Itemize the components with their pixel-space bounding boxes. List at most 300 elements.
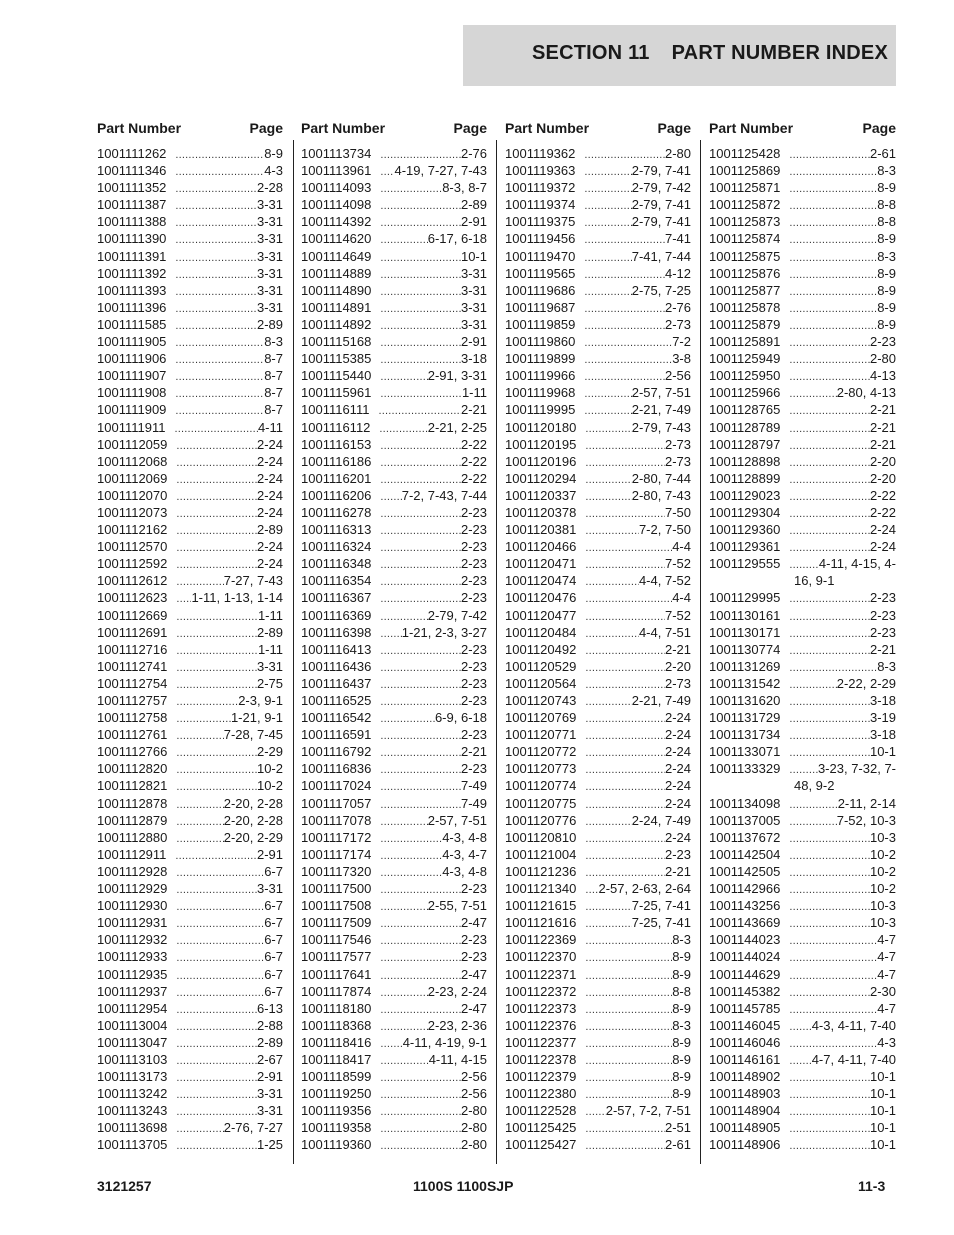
dot-leader xyxy=(380,335,461,352)
index-entry xyxy=(505,897,691,914)
dot-leader xyxy=(175,284,257,301)
dot-leader xyxy=(176,968,264,985)
page-reference: 4-4 xyxy=(672,539,691,555)
index-entry xyxy=(301,709,487,726)
part-number: 1001121236 xyxy=(505,863,577,879)
dot-leader xyxy=(176,506,257,523)
index-entry xyxy=(505,760,691,777)
dot-leader xyxy=(789,848,870,865)
index-entry xyxy=(709,709,896,726)
part-number: 1001122373 xyxy=(505,1000,577,1016)
part-number: 1001129361 xyxy=(709,539,781,555)
dot-leader xyxy=(176,950,264,967)
page-reference: 2-75, 7-25 xyxy=(631,282,691,298)
dot-leader xyxy=(380,626,401,643)
dot-leader xyxy=(380,232,427,249)
dot-leader xyxy=(789,626,870,643)
part-number: 1001119968 xyxy=(505,385,576,401)
dot-leader xyxy=(176,540,257,557)
page-reference: 2-21 xyxy=(664,641,691,657)
page-reference: 2-91 xyxy=(256,846,283,862)
page-reference: 4-19, 7-27, 7-43 xyxy=(394,163,487,179)
part-number: 1001125876 xyxy=(709,265,781,281)
page-reference: 4-7 xyxy=(877,1000,896,1016)
part-number: 1001128765 xyxy=(709,402,781,418)
dot-leader xyxy=(585,1036,672,1053)
page-reference: 2-76 xyxy=(460,146,487,161)
part-number: 1001125427 xyxy=(505,1137,577,1153)
dot-leader xyxy=(789,933,877,950)
page-reference: 2-23 xyxy=(460,504,487,520)
index-entry xyxy=(97,983,283,1000)
dot-leader xyxy=(380,574,461,591)
part-number: 1001119374 xyxy=(505,197,576,213)
footer-doc-number: 3121257 xyxy=(97,1178,152,1194)
page-reference: 10-1 xyxy=(869,1086,896,1102)
part-number: 1001120381 xyxy=(505,522,577,538)
index-entry xyxy=(301,846,487,863)
part-number: 1001111346 xyxy=(97,163,167,179)
footer-model: 1100S 1100SJP xyxy=(413,1178,514,1194)
part-number: 1001116836 xyxy=(301,761,372,777)
part-number: 1001125891 xyxy=(709,334,781,350)
part-number: 1001125949 xyxy=(709,351,781,367)
part-number: 1001120476 xyxy=(505,590,577,606)
part-number: 1001116398 xyxy=(301,624,372,640)
dot-leader xyxy=(175,386,264,403)
dot-leader xyxy=(789,147,870,164)
column-header-part-number: Part Number xyxy=(505,120,590,136)
index-entry xyxy=(97,521,283,538)
dot-leader xyxy=(380,1036,402,1053)
dot-leader xyxy=(789,284,877,301)
index-entry xyxy=(505,248,691,265)
index-entry xyxy=(505,607,691,624)
page-reference: 3-31 xyxy=(460,299,487,315)
page-reference: 2-23 xyxy=(460,590,487,606)
part-number: 1001125871 xyxy=(709,180,781,196)
part-number: 1001116413 xyxy=(301,641,372,657)
page-reference: 2-24 xyxy=(664,710,691,726)
index-entry xyxy=(97,1017,283,1034)
page-reference: 2-22 xyxy=(460,470,487,486)
page-reference: 2-23 xyxy=(460,932,487,948)
part-number: 1001122378 xyxy=(505,1051,577,1067)
page-reference: 2-79, 7-42 xyxy=(631,180,691,196)
dot-leader xyxy=(789,318,877,335)
part-number: 1001116436 xyxy=(301,658,372,674)
page-reference: 4-7, 4-11, 7-40 xyxy=(811,1051,896,1067)
column-divider xyxy=(293,140,294,1164)
page-reference: 7-41, 7-44 xyxy=(631,248,691,264)
part-number: 1001116112 xyxy=(301,419,371,435)
part-number: 1001114098 xyxy=(301,197,372,213)
index-entry xyxy=(709,538,896,555)
dot-leader xyxy=(584,284,631,301)
page-reference: 8-9 xyxy=(672,1034,691,1050)
part-number: 1001119456 xyxy=(505,231,576,247)
page-reference: 2-24 xyxy=(664,727,691,743)
page-reference: 2-79, 7-42 xyxy=(427,607,487,623)
page-reference: 4-7 xyxy=(877,966,896,982)
part-number: 1001125872 xyxy=(709,197,781,213)
index-entry xyxy=(709,521,896,538)
index-entry xyxy=(709,1102,896,1119)
page-reference: 2-21 xyxy=(460,744,487,760)
dot-leader xyxy=(380,745,461,762)
index-entry xyxy=(709,624,896,641)
dot-leader xyxy=(176,1036,257,1053)
index-entry xyxy=(301,1034,487,1051)
dot-leader xyxy=(789,1019,811,1036)
dot-leader xyxy=(176,660,257,677)
dot-leader xyxy=(789,232,877,249)
page-reference: 2-21, 2-25 xyxy=(427,419,487,435)
part-number: 1001117078 xyxy=(301,812,372,828)
index-entry xyxy=(505,1017,691,1034)
page-reference: 8-9 xyxy=(672,1051,691,1067)
dot-leader xyxy=(380,318,461,335)
dot-leader xyxy=(175,335,264,352)
dot-leader xyxy=(176,523,257,540)
index-entry xyxy=(97,658,283,675)
index-entry xyxy=(301,316,487,333)
page-reference: 6-7 xyxy=(264,932,283,948)
part-number: 1001120775 xyxy=(505,795,577,811)
page-reference: 10-1 xyxy=(869,744,896,760)
dot-leader xyxy=(380,198,461,215)
part-number: 1001137672 xyxy=(709,829,781,845)
part-number: 1001128789 xyxy=(709,419,781,435)
page-reference: 2-73 xyxy=(664,453,691,469)
dot-leader xyxy=(380,677,461,694)
page-reference: 2-91 xyxy=(256,1069,283,1085)
part-number: 1001119687 xyxy=(505,299,576,315)
part-number: 1001120772 xyxy=(505,744,577,760)
part-number: 1001117500 xyxy=(301,881,372,897)
dot-leader xyxy=(789,301,877,318)
page-reference: 2-22 xyxy=(869,504,896,520)
dot-leader xyxy=(175,181,257,198)
page-reference: 2-67 xyxy=(256,1051,283,1067)
page-reference: 2-20, 2-28 xyxy=(223,812,283,828)
part-number: 1001148906 xyxy=(709,1137,781,1153)
index-entry xyxy=(301,795,487,812)
page-reference: 2-47 xyxy=(460,915,487,931)
dot-leader xyxy=(789,1053,811,1070)
part-number: 1001120294 xyxy=(505,470,577,486)
index-entry xyxy=(709,1068,896,1085)
dot-leader xyxy=(380,164,394,181)
index-entry xyxy=(301,777,487,794)
page-reference: 10-1 xyxy=(869,1137,896,1153)
index-column xyxy=(301,120,487,1170)
part-number: 1001116313 xyxy=(301,522,372,538)
part-number: 1001116324 xyxy=(301,539,372,555)
page-reference: 6-7 xyxy=(264,915,283,931)
dot-leader xyxy=(380,1053,428,1070)
part-number: 1001118417 xyxy=(301,1051,372,1067)
dot-leader xyxy=(175,352,264,369)
page-reference: 2-24 xyxy=(256,504,283,520)
dot-leader xyxy=(380,933,461,950)
dot-leader xyxy=(584,164,631,181)
dot-leader xyxy=(584,301,665,318)
index-entry xyxy=(505,589,691,606)
part-number: 1001115385 xyxy=(301,351,372,367)
page-reference: 2-23 xyxy=(460,556,487,572)
dot-leader xyxy=(585,1002,672,1019)
index-entry xyxy=(97,333,283,350)
index-entry xyxy=(301,966,487,983)
page-reference: 2-23 xyxy=(460,658,487,674)
part-number: 1001125966 xyxy=(709,385,781,401)
dot-leader xyxy=(789,335,870,352)
part-number: 1001112592 xyxy=(97,556,168,572)
index-entry xyxy=(301,983,487,1000)
dot-leader xyxy=(585,626,639,643)
page-reference: 2-55, 7-51 xyxy=(427,898,487,914)
page-reference: 2-80 xyxy=(460,1137,487,1153)
part-number: 1001148904 xyxy=(709,1103,781,1119)
part-number: 1001148903 xyxy=(709,1086,781,1102)
dot-leader xyxy=(789,250,877,267)
page-reference: 2-23 xyxy=(460,693,487,708)
index-entry xyxy=(505,863,691,880)
footer-page-number: 11-3 xyxy=(858,1178,886,1194)
page-reference: 4-11, 4-19, 9-1 xyxy=(402,1034,487,1050)
page-reference: 2-30 xyxy=(869,983,896,999)
index-entry xyxy=(97,538,283,555)
column-header xyxy=(709,120,896,138)
page-reference: 8-3 xyxy=(877,248,896,264)
dot-leader xyxy=(789,814,836,831)
page-reference: 2-23 xyxy=(869,334,896,350)
page-reference: 2-47 xyxy=(460,966,487,982)
part-number: 1001121340 xyxy=(505,881,577,897)
part-number: 1001116792 xyxy=(301,744,372,760)
dot-leader xyxy=(789,1087,870,1104)
page-reference: 10-1 xyxy=(869,1103,896,1119)
page-reference: 7-25, 7-41 xyxy=(631,898,691,914)
index-entry xyxy=(301,333,487,350)
page-reference: 7-2, 7-50 xyxy=(638,522,691,538)
index-entry xyxy=(709,316,896,333)
dot-leader xyxy=(175,318,257,335)
dot-leader xyxy=(380,557,461,574)
dot-leader xyxy=(585,882,598,899)
page-reference: 7-2, 7-43, 7-44 xyxy=(401,487,487,503)
part-number: 1001122372 xyxy=(505,983,577,999)
dot-leader xyxy=(176,933,264,950)
page-reference: 3-31 xyxy=(256,197,283,213)
index-entry xyxy=(709,607,896,624)
page-reference: 1-11 xyxy=(257,607,283,623)
part-number: 1001119363 xyxy=(505,163,576,179)
part-number: 1001111585 xyxy=(97,316,167,332)
part-number: 1001117546 xyxy=(301,932,372,948)
dot-leader xyxy=(380,267,461,284)
page-reference: 2-23 xyxy=(664,846,691,862)
page-reference: 4-3, 4-11, 7-40 xyxy=(811,1017,896,1033)
part-number: 1001120378 xyxy=(505,504,577,520)
dot-leader xyxy=(176,814,223,831)
index-entry xyxy=(709,846,896,863)
index-entry xyxy=(97,401,283,418)
column-divider xyxy=(496,140,497,1164)
page-reference: 10-3 xyxy=(869,829,896,845)
part-number: 1001115440 xyxy=(301,368,372,384)
dot-leader xyxy=(380,506,461,523)
part-number: 1001145785 xyxy=(709,1000,781,1016)
page-reference: 2-23 xyxy=(460,949,487,965)
index-entry xyxy=(97,282,283,299)
dot-leader xyxy=(585,489,631,506)
dot-leader xyxy=(789,421,870,438)
page-reference: 7-49 xyxy=(460,795,487,811)
index-entry xyxy=(97,863,283,880)
column-header-page: Page xyxy=(657,120,691,136)
page-reference: 3-31 xyxy=(256,282,283,298)
page-reference: 8-9 xyxy=(672,949,691,965)
page-reference: 8-8 xyxy=(877,214,896,230)
page-reference: 2-21, 7-49 xyxy=(631,402,691,418)
dot-leader xyxy=(380,1121,461,1138)
index-entry xyxy=(97,1034,283,1051)
part-number: 1001111909 xyxy=(97,402,167,418)
page-reference: 2-21 xyxy=(460,402,487,418)
column-header-part-number: Part Number xyxy=(301,120,386,136)
dot-leader xyxy=(585,1070,672,1087)
page-reference: 4-3 xyxy=(264,163,283,179)
part-number: 1001117057 xyxy=(301,795,372,811)
index-entry xyxy=(505,812,691,829)
page-reference: 10-1 xyxy=(460,248,487,264)
dot-leader xyxy=(176,797,223,814)
dot-leader xyxy=(380,762,461,779)
part-number: 1001112162 xyxy=(97,522,168,538)
index-entry xyxy=(505,709,691,726)
part-number: 1001112932 xyxy=(97,932,168,948)
part-number: 1001111391 xyxy=(97,248,167,264)
part-number: 1001119375 xyxy=(505,214,576,230)
dot-leader xyxy=(789,831,870,848)
index-entry xyxy=(97,196,283,213)
index-entry xyxy=(97,316,283,333)
page-reference: 2-80 xyxy=(460,1120,487,1136)
index-entry xyxy=(301,248,487,265)
page-reference: 3-31 xyxy=(256,231,283,247)
index-entry xyxy=(505,1102,691,1119)
page-reference: 2-79, 7-41 xyxy=(631,163,691,179)
part-number: 1001122370 xyxy=(505,949,577,965)
index-entry xyxy=(301,880,487,897)
index-entry xyxy=(301,213,487,230)
index-entry xyxy=(709,487,896,504)
part-number: 1001143669 xyxy=(709,915,781,931)
page-reference: 4-7 xyxy=(877,932,896,948)
part-number: 1001120474 xyxy=(505,573,577,589)
index-entry xyxy=(709,795,896,812)
part-number: 1001125950 xyxy=(709,368,781,384)
dot-leader xyxy=(176,1019,257,1036)
dot-leader xyxy=(585,1104,605,1121)
part-number: 1001116369 xyxy=(301,607,372,623)
page-reference: 2-61 xyxy=(869,146,896,161)
page-reference: 3-31 xyxy=(256,1103,283,1119)
page-reference: 2-23 xyxy=(869,624,896,640)
index-entry xyxy=(709,248,896,265)
part-number: 1001112761 xyxy=(97,727,168,743)
part-number: 1001142504 xyxy=(709,846,781,862)
index-entry xyxy=(505,880,691,897)
dot-leader xyxy=(584,403,631,420)
part-number: 1001142966 xyxy=(709,881,781,897)
page-reference: 3-18 xyxy=(869,693,896,708)
part-number: 1001120774 xyxy=(505,778,577,794)
index-entry xyxy=(709,453,896,470)
page-reference: 2-56 xyxy=(460,1086,487,1102)
part-number: 1001120492 xyxy=(505,641,577,657)
index-column xyxy=(97,120,283,1170)
index-entry xyxy=(709,897,896,914)
part-number: 1001131269 xyxy=(709,658,781,674)
part-number: 1001146045 xyxy=(709,1017,781,1033)
page-reference: 3-19 xyxy=(869,710,896,726)
part-number: 1001143256 xyxy=(709,898,781,914)
page-reference: 4-4 xyxy=(672,590,691,606)
index-entry xyxy=(505,914,691,931)
dot-leader xyxy=(176,728,223,745)
section-name: PART NUMBER INDEX xyxy=(671,42,888,64)
page-reference: 3-31 xyxy=(460,316,487,332)
dot-leader xyxy=(789,472,870,489)
index-entry xyxy=(505,726,691,743)
page-reference: 2-24 xyxy=(256,453,283,469)
part-number: 1001112880 xyxy=(97,829,168,845)
index-entry xyxy=(709,350,896,367)
index-entry xyxy=(301,179,487,196)
part-number: 1001148905 xyxy=(709,1120,781,1136)
index-entry xyxy=(97,777,283,794)
dot-leader xyxy=(176,489,257,506)
page-reference: 2-56 xyxy=(664,368,691,384)
dot-leader xyxy=(585,643,665,660)
part-number: 1001125869 xyxy=(709,163,781,179)
part-number: 1001120337 xyxy=(505,487,577,503)
dot-leader xyxy=(789,694,870,711)
dot-leader xyxy=(585,985,672,1002)
index-entry xyxy=(301,812,487,829)
part-number: 1001122379 xyxy=(505,1069,577,1085)
index-entry xyxy=(97,504,283,521)
dot-leader xyxy=(789,215,877,232)
index-entry xyxy=(505,282,691,299)
page-reference: 10-3 xyxy=(869,898,896,914)
part-number: 1001144024 xyxy=(709,949,781,965)
dot-leader xyxy=(789,609,870,626)
part-number: 1001117320 xyxy=(301,863,372,879)
part-number: 1001119250 xyxy=(301,1086,372,1102)
dot-leader xyxy=(176,643,258,660)
part-number: 1001119362 xyxy=(505,146,576,161)
index-entry xyxy=(709,675,896,692)
page-reference: 2-76, 7-27 xyxy=(223,1120,283,1136)
dot-leader xyxy=(585,540,672,557)
page-reference: 2-21 xyxy=(664,863,691,879)
index-entry xyxy=(301,419,487,436)
dot-leader xyxy=(789,489,870,506)
